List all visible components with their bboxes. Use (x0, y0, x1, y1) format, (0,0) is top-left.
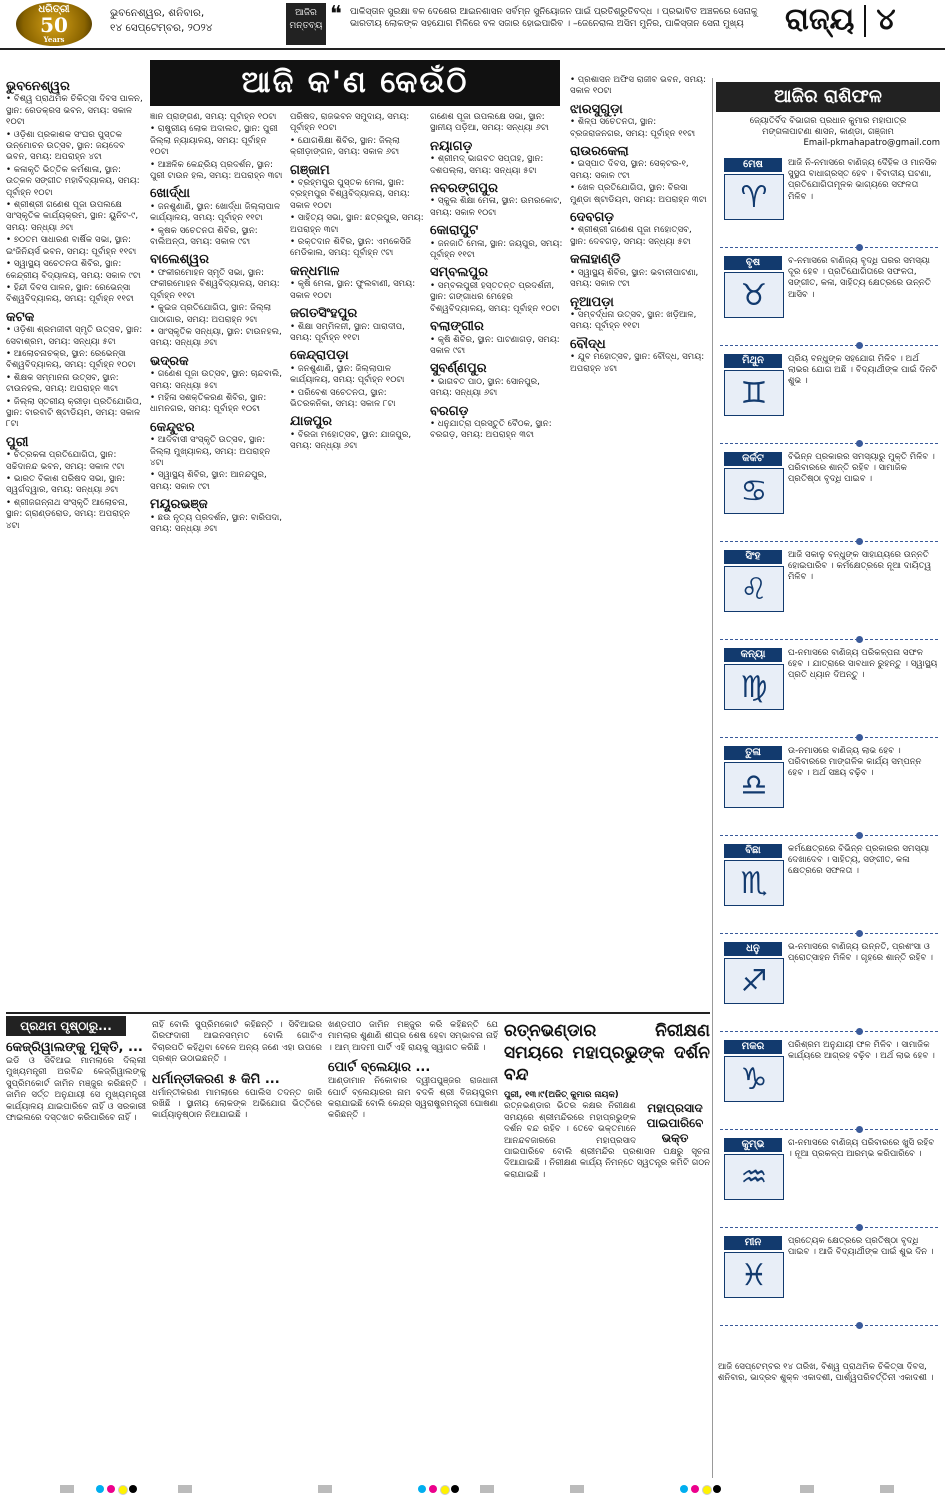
city-heading: ବରଗଡ଼ (430, 403, 469, 419)
rashi-name: କର୍କଟ (724, 452, 782, 466)
article-headline: କେଜ୍ରିୱାଲଙ୍କୁ ମୁକ୍ତି, ... (6, 1040, 143, 1055)
logo-number: 50 (40, 13, 68, 37)
rashi-1 (718, 158, 942, 242)
city-heading: ଜଗତସିଂହପୁର (290, 306, 358, 322)
column-divider (712, 78, 713, 1478)
event-item: • ଆଞ୍ଚଳିକ କେନ୍ଦ୍ରିୟ ପ୍ରଦର୍ଶନ, ସ୍ଥାନ: ପୁରୀ ଟାଉନ ହଲ, ସମୟ: ଅପରାହ୍ନ ୩ଟା (150, 159, 283, 182)
zodiac-icon: ♒ (724, 1154, 784, 1200)
event-item: • ଶ୍ରୀଶ୍ରୀ ଗଣେଶ ପୂଜା ମହୋତ୍ସବ, ସ୍ଥାନ: ଦେବଗଡ଼, ସମୟ: ସନ୍ଧ୍ୟା ୫ଟା (570, 225, 692, 247)
event-item: • ବିରଜା ମହୋତ୍ସବ, ସ୍ଥାନ: ଯାଜପୁର, ସମୟ: ସନ୍ଧ୍ୟା ୬ଟା (290, 429, 412, 452)
events-column-3 (290, 112, 424, 1012)
event-item: • ଶିଳ୍ପ ସଚେତନତା, ସ୍ଥାନ: ବ୍ରଜରାଜନଗର, ସମୟ: ପୂର୍ବାହ୍ନ ୧୧ଟା (570, 117, 696, 139)
city-heading: କେନ୍ଦ୍ରାପଡ଼ା (290, 348, 349, 364)
article-sidehead: ମହାପ୍ରସାଦ ପାଇପାରିବେ ଭକ୍ତ (646, 1101, 704, 1146)
registration-mark (429, 1485, 437, 1493)
event-item: • କୁଇଜ ପ୍ରତିଯୋଗିତା, ସ୍ଥାନ: ଜିଲ୍ଲା ପାଠାଗାର, ସମୟ: ଅପରାହ୍ନ ୨ଟା (150, 303, 272, 325)
rashi-2 (718, 256, 942, 340)
event-item: • ରାଷ୍ଟ୍ରୀୟ ଲୋକ ଅଦାଲତ, ସ୍ଥାନ: ପୁରୀ ଜିଲ୍ଲା ନ୍ୟାୟାଳୟ, ସମୟ: ପୂର୍ବାହ୍ନ ୧୦ଟା (150, 124, 278, 158)
zodiac-icon: ♐ (724, 958, 784, 1004)
registration-mark (702, 1485, 712, 1495)
registration-mark (713, 1485, 721, 1493)
city-heading: ସମ୍ବଲପୁର (430, 265, 488, 281)
event-item: • ମହିଳା ସଶକ୍ତିକରଣ ଶିବିର, ସ୍ଥାନ: ଧାମନଗର, ସମୟ: ପୂର୍ବାହ୍ନ ୧୦ଟା (150, 392, 267, 415)
quote-text: ପାକିସ୍ତାନ ସୁରକ୍ଷା ବଳ ଦେଶେର ଆଇନଶାସନ ସର୍ବମ୍ନ ସୁନିୟୋଜନ ପାଇଁ ପ୍ରତିଶ୍ରୁତିବଦ୍ଧ । ପ୍ରଭାବିତ ଅଞ୍ଚଳରେ ସେନାକୁ ଭାରତୀୟ ଲୋକଙ୍କ ସହଯୋଗ ମିଳିରେ ବଳ ସଜାର ହୋଇପାରିବ । –ଜେନେରାଲ ଅସିମ ମୁନିର, ପାକିସ୍ତାନ ସେନା ମୁଖ୍ୟ (350, 7, 758, 29)
event-item: • କୃଷି ଶିବିର, ସ୍ଥାନ: ପାଟଣାଗଡ଼, ସମୟ: ସକାଳ ୯ଟା (430, 334, 560, 356)
event-item: • ଯୁବ ମହୋତ୍ସବ, ସ୍ଥାନ: ବୌଦ୍ଧ, ସମୟ: ଅପରାହ୍ନ ୪ଟା (570, 352, 705, 374)
city-heading: ପୁରୀ (6, 434, 29, 450)
quote-mark-icon: ❝ (330, 2, 342, 27)
event-item: • ପରିବେଶ ସଚେତନତା, ସ୍ଥାନ: ଭିତରକନିକା, ସମୟ: ସକାଳ ୮ଟା (290, 387, 396, 409)
city-heading: ସୁବର୍ଣ୍ଣପୁର (430, 361, 487, 377)
rashi-divider (720, 1322, 938, 1328)
event-item: • ବିଶ୍ୱ ପ୍ରାଥମିକ ଚିକିତ୍ସା ଦିବସ ପାଳନ, ସ୍ଥାନ: ରେଡକ୍ରସ ଭବନ, ସମୟ: ସକାଳ ୧୦ଟା (6, 94, 143, 128)
event-item: • ଚିତ୍ରକଳା ପ୍ରତିଯୋଗିତା, ସ୍ଥାନ: ସଚ୍ଚିଦାନନ୍ଦ ଭବନ, ସମୟ: ସକାଳ ୯ଟା (6, 450, 125, 472)
astrologer-info (716, 116, 940, 149)
zodiac-icon: ♋ (724, 468, 784, 514)
rashi-text: ଭ-ନମାସରେ ବାଣିଜ୍ୟ ଉନ୍ନତି, ପ୍ରଶଂସା ଓ ପ୍ରୋତ୍ସାହନ ମିଳିବ । ଗୃହରେ ଶାନ୍ତି ରହିବ । (788, 942, 934, 964)
event-item: • ଖେଳ ପ୍ରତିଯୋଗିତା, ସ୍ଥାନ: ବିରସା ମୁଣ୍ଡା ଷ୍ଟାଡିୟମ, ସମୟ: ଅପରାହ୍ନ ୩ଟା (570, 183, 707, 205)
section-divider (864, 5, 866, 37)
article-port-blair (328, 1020, 498, 1470)
event-item: • ଓଡ଼ିଶା ଶ୍ରମଜୀବୀ ସ୍ମୃତି ଉତ୍ସବ, ସ୍ଥାନ: ସେବାଶ୍ରମ, ସମୟ: ସନ୍ଧ୍ୟା ୫ଟା (6, 325, 143, 347)
rashi-divider (720, 636, 938, 642)
dateline-date: ୧୪ ସେପ୍ଟେମ୍ବର, ୨୦୨୪ (110, 22, 213, 34)
event-item: • ଜିଲ୍ଲା ସ୍ତରୀୟ କ୍ରୀଡ଼ା ପ୍ରତିଯୋଗିତା, ସ୍ଥାନ: ବାରବାଟି ଷ୍ଟାଡିୟମ, ସମୟ: ସକାଳ ୮ଟା (6, 396, 142, 430)
rashi-5 (718, 550, 942, 634)
city-heading: ବଲାଙ୍ଗୀର (430, 319, 484, 335)
gray-bar-mark (60, 1485, 74, 1493)
city-heading: ଦେବଗଡ଼ (570, 210, 614, 226)
registration-mark (440, 1485, 450, 1495)
article-body: ଧର୍ମାନ୍ତୀକରଣ ମାମଲାରେ ପୋଲିସ ତଦନ୍ତ ଜାରି ରଖିଛି । ସ୍ଥାନୀୟ ଲୋକଙ୍କ ଅଭିଯୋଗ ଭିତ୍ତିରେ କାର୍ଯ୍ୟାନୁଷ୍ଠାନ ନିଆଯାଇଛି । (152, 1087, 322, 1121)
city-heading: ଭଦ୍ରକ (150, 353, 189, 369)
zodiac-icon: ♍ (724, 664, 784, 710)
city-heading: ନବରଙ୍ଗପୁର (430, 181, 499, 197)
city-heading: ନୂଆପଡ଼ା (570, 294, 614, 310)
event-item: • ଜନଶୁଣାଣି, ସ୍ଥାନ: ଜିଲ୍ଲାପାଳ କାର୍ଯ୍ୟାଳୟ, ସମୟ: ପୂର୍ବାହ୍ନ ୧୦ଟା (290, 363, 405, 386)
events-column-1 (6, 75, 144, 1010)
rashi-divider (720, 1224, 938, 1230)
event-item: • ଶ୍ରୀଶ୍ରୀ ଗଣେଶ ପୂଜା ଉପଲକ୍ଷେ ସାଂସ୍କୃତିକ କାର୍ଯ୍ୟକ୍ରମ, ସ୍ଥାନ: ୟୁନିଟ-୯, ସମୟ: ସନ୍ଧ୍ୟା ୬ଟା (6, 200, 139, 233)
rashi-7 (718, 746, 942, 830)
rashi-name: ସିଂହ (724, 550, 782, 564)
rashi-text: ଆଜି ସକାଳୁ ବନ୍ଧୁଙ୍କ ସାହାଯ୍ୟରେ ଉନ୍ନତି ହୋଇପାରିବ । କର୍ମକ୍ଷେତ୍ରରେ ନୂଆ ଦାୟିତ୍ୱ ମିଳିବ । (788, 550, 932, 583)
event-item: • ଭାଗବତ ପାଠ, ସ୍ଥାନ: ସୋନପୁର, ସମୟ: ସନ୍ଧ୍ୟା ୬ଟା (430, 376, 540, 399)
rashi-name: କନ୍ୟା (724, 648, 782, 662)
event-item: • ଭାରତ ବିକାଶ ପରିଷଦ ସଭା, ସ୍ଥାନ: ସ୍ୱର୍ଗଦ୍ୱାର, ସମୟ: ସନ୍ଧ୍ୟା ୬ଟା (6, 474, 126, 496)
article-headline: ଧର୍ମାନ୍ତୀକରଣ ୫ କିମି ... (152, 1071, 280, 1087)
city-heading: ବାଲେଶ୍ୱର (150, 252, 209, 268)
article-body: ନାହିଁ ବୋଲି ସୁପ୍ରିମକୋର୍ଟ କହିଛନ୍ତି । ସିବିଆଇର ଗିରଫଦାରୀ ଆଇନସମ୍ମତ ବୋଲି ଗୋଟିଏ ବିଚାରପତି କହିଥିବା ବେଳେ ଅନ୍ୟ ଜଣେ ଏହା ଉପରେ ପ୍ରଶ୍ନ ଉଠାଇଛନ୍ତି । (152, 1020, 322, 1065)
rashi-12 (718, 1236, 942, 1320)
zodiac-icon: ♌ (724, 566, 784, 612)
city-heading: କେନ୍ଦୁଝର (150, 419, 195, 435)
dateline (110, 6, 270, 36)
rashi-name: ଧନୁ (724, 942, 782, 956)
city-heading: କଳାହାଣ୍ଡି (570, 252, 621, 268)
event-item: • ଶିକ୍ଷା ସମ୍ମିଳନୀ, ସ୍ଥାନ: ପାରାଦୀପ, ସମୟ: ପୂର୍ବାହ୍ନ ୧୧ଟା (290, 321, 405, 343)
rashi-divider (720, 1028, 938, 1034)
zodiac-icon: ♉ (724, 272, 784, 318)
article-headline: ପୋର୍ଟ ବ୍ଲେୟାର ... (328, 1060, 431, 1076)
article-body: ଆଣ୍ଡାମାନ ନିକୋବାର ଦ୍ୱୀପପୁଞ୍ଜର ରାଜଧାନୀ ପୋର୍ଟ ବ୍ଲେୟାରର ନାମ ବଦଳି ଶ୍ରୀ ବିଜୟପୁରମ କରାଯାଇଛି ବୋଲି କେନ୍ଦ୍ର ସ୍ୱରାଷ୍ଟ୍ରମନ୍ତ୍ରୀ ଘୋଷଣା କରିଛନ୍ତି । (328, 1076, 498, 1121)
rashi-text: ବ-ନମାସରେ ବାଣିଜ୍ୟ ବୃଦ୍ଧି ଘରର ସମସ୍ୟା ଦୂର ହେବ । ପ୍ରତିଯୋଗିତାରେ ସଫଳତା, ସଙ୍ଗୀତ, କଳା, ସାହିତ୍ୟ କ୍ଷେତ୍ରରେ ଉନ୍ନତି ଆସିବ । (788, 256, 931, 300)
rashi-divider (720, 244, 938, 250)
event-item: • ସ୍ୱାସ୍ଥ୍ୟ ଶିବିର, ସ୍ଥାନ: ଆନନ୍ଦପୁର, ସମୟ: ସକାଳ ୯ଟା (150, 470, 267, 492)
event-item: • ଧନୁଯାତ୍ରା ପ୍ରସ୍ତୁତି ବୈଠକ, ସ୍ଥାନ: ବରଗଡ଼, ସମୟ: ଅପରାହ୍ନ ୩ଟା (430, 418, 552, 441)
rashi-text: ଘ-ନମାସରେ ବାଣିଜ୍ୟ ପରିକଳ୍ପନା ସଫଳ ହେବ । ଯାତ୍ରାରେ ସାବଧାନ ରୁହନ୍ତୁ । ସ୍ୱାସ୍ଥ୍ୟ ପ୍ରତି ଧ୍ୟାନ ଦିଅନ୍ତୁ । (788, 648, 938, 681)
gray-bar-mark (178, 1485, 192, 1493)
city-heading: କୋରାପୁଟ (430, 223, 479, 239)
rashi-text: ବିଭିନ୍ନ ପ୍ରକାରର ସମସ୍ୟାରୁ ମୁକ୍ତି ମିଳିବ । ପରିବାରରେ ଶାନ୍ତି ରହିବ । ସାମାଜିକ ପ୍ରତିଷ୍ଠା ବୃଦ୍ଧି ପାଇବ । (788, 452, 935, 485)
event-item: • ଆଲୋଚନାଚକ୍ର, ସ୍ଥାନ: ରେଭେନ୍ସା ବିଶ୍ୱବିଦ୍ୟାଳୟ, ସମୟ: ପୂର୍ବାହ୍ନ ୧୦ଟା (6, 348, 136, 371)
city-heading: ଝାରସୁଗୁଡ଼ା (570, 101, 623, 117)
front-page-label: ପ୍ରଥମ ପୃଷ୍ଠାରୁ... (6, 1016, 126, 1036)
article-headline: ରତ୍ନଭଣ୍ଡାର ନିରୀକ୍ଷଣ ସମୟରେ ମହାପ୍ରଭୁଙ୍କ ଦର୍ଶନ ବନ୍ଦ (504, 1021, 710, 1085)
rashi-text: ପ୍ରତ୍ୟେକ କ୍ଷେତ୍ରରେ ପ୍ରତିଷ୍ଠା ବୃଦ୍ଧି ପାଇବ । ଆଜି ବିଦ୍ୟାର୍ଥୀଙ୍କ ପାଇଁ ଶୁଭ ଦିନ । (788, 1236, 934, 1258)
event-item: • କୃଷି ମେଳା, ସ୍ଥାନ: ଫୁଲବାଣୀ, ସମୟ: ସକାଳ ୧୦ଟା (290, 279, 416, 301)
event-item: • ଜନଜାତି ମେଳା, ସ୍ଥାନ: ଜୟପୁର, ସମୟ: ପୂର୍ବାହ୍ନ ୧୧ଟା (430, 238, 563, 261)
rashi-divider (720, 734, 938, 740)
article-kejriwal (6, 1040, 146, 1470)
event-item: • ବ୍ରହ୍ମପୁର ପୁସ୍ତକ ମେଳା, ସ୍ଥାନ: ବ୍ରହ୍ମପୁର ବିଶ୍ୱବିଦ୍ୟାଳୟ, ସମୟ: ସକାଳ ୧୦ଟା (290, 178, 410, 211)
registration-mark (129, 1485, 137, 1493)
rashi-text: ଗ-ନମାସରେ ବାଣିଜ୍ୟ ପରିବାରରେ ଖୁସି ରହିବ । ନୂଆ ପ୍ରକଳ୍ପ ଆରମ୍ଭ କରିପାରିବେ । (788, 1138, 935, 1160)
event-item: • ସାହିତ୍ୟ ସଭା, ସ୍ଥାନ: ଛତ୍ରପୁର, ସମୟ: ଅପରାହ୍ନ ୩ଟା (290, 213, 424, 235)
city-heading: କଟକ (6, 309, 35, 325)
registration-mark (680, 1485, 688, 1493)
zodiac-icon: ♏ (724, 860, 784, 906)
event-item: • ଆଦିବାସୀ ସଂସ୍କୃତି ଉତ୍ସବ, ସ୍ଥାନ: ଜିଲ୍ଲା ମୁଖ୍ୟାଳୟ, ସମୟ: ଅପରାହ୍ନ ୪ଟା (150, 435, 271, 468)
event-item: • ସମ୍ବଲପୁରୀ ହସ୍ତତନ୍ତ ପ୍ରଦର୍ଶନୀ, ସ୍ଥାନ: ଗଙ୍ଗାଧର ମେହେର ବିଶ୍ୱବିଦ୍ୟାଳୟ, ସମୟ: ପୂର୍ବାହ୍ନ ୧୦ଟା (430, 280, 560, 314)
rashi-text: ଉ-ନମାସରେ ବାଣିଜ୍ୟ ଲାଭ ହେବ । ପରିବାରରେ ମାଙ୍ଗଳିକ କାର୍ଯ୍ୟ ସମ୍ପନ୍ନ ହେବ । ଅର୍ଥ ସଞ୍ଚୟ ବଢ଼ିବ । (788, 746, 922, 779)
print-marks (0, 1482, 945, 1497)
event-item: • କଳାକୃତି ଭିତ୍ତିକ କର୍ମଶାଳା, ସ୍ଥାନ: ଉତ୍କଳ ସଙ୍ଗୀତ ମହାବିଦ୍ୟାଳୟ, ସମୟ: ପୂର୍ବାହ୍ନ ୧୦ଟା (6, 164, 140, 198)
dateline-place: ଭୁବନେଶ୍ୱର, ଶନିବାର, (110, 7, 205, 19)
registration-mark (451, 1485, 459, 1493)
rashi-10 (718, 1040, 942, 1124)
city-heading: ବୌଦ୍ଧ (570, 336, 606, 352)
rashi-4 (718, 452, 942, 536)
gray-bar-mark (800, 1485, 814, 1493)
astrologer-email: Email-pkmahapatro@gmail.com (803, 138, 940, 148)
newspaper-logo (16, 2, 92, 46)
events-column-2 (150, 112, 284, 1012)
event-item: • ହିନ୍ଦୀ ଦିବସ ପାଳନ, ସ୍ଥାନ: ରେଭେନ୍ସା ବିଶ୍ୱବିଦ୍ୟାଳୟ, ସମୟ: ପୂର୍ବାହ୍ନ ୧୧ଟା (6, 282, 134, 305)
rashi-11 (718, 1138, 942, 1222)
event-item: • ଛଉ ନୃତ୍ୟ ପ୍ରଦର୍ଶନ, ସ୍ଥାନ: ବାରିପଦା, ସମୟ: ସନ୍ଧ୍ୟା ୬ଟା (150, 512, 282, 534)
rashi-name: ମେଷ (724, 158, 782, 172)
rashi-text: କର୍ମକ୍ଷେତ୍ରରେ ବିଭିନ୍ନ ପ୍ରକାରର ସମସ୍ୟା ଦେଖାଦେବ । ସାହିତ୍ୟ, ସଙ୍ଗୀତ, କଳା କ୍ଷେତ୍ରରେ ସଫଳତା । (788, 844, 930, 877)
rashi-divider (720, 1126, 938, 1132)
rashi-8 (718, 844, 942, 928)
city-heading: ରାଉରକେଲା (570, 144, 629, 160)
zodiac-icon: ♈ (724, 174, 784, 220)
rashi-divider (720, 538, 938, 544)
rashi-text: ଆଜି ନି-ନମାସରେ ବାଣିଜ୍ୟ ଦୈହିକ ଓ ମାନସିକ ସୁସ୍ଥତା ବାଧାଗ୍ରସ୍ତ ହେବ । ବିବାଦୀୟ ଘଟଣା, ପ୍ରତିଯୋଗିତାମୂଳକ ଭାଗ୍ୟରେ ସଫଳତା ମିଳିବ । (788, 158, 937, 202)
rashi-name: ବୃଷ (724, 256, 782, 270)
rashi-3 (718, 354, 942, 438)
article-body: ଇଡି ଓ ସିବିଆଇ ମାମଲାରେ ଦିଲ୍ଲୀ ମୁଖ୍ୟମନ୍ତ୍ରୀ ଅରବିନ୍ଦ କେଜ୍ରିୱାଲଙ୍କୁ ସୁପ୍ରିମକୋର୍ଟ ଜାମିନ ମଞ୍ଜୁର କରିଛନ୍ତି । ଜାମିନ ସର୍ତ୍ତ ଅନୁଯାୟୀ ସେ ମୁଖ୍ୟମନ୍ତ୍ରୀ କାର୍ଯ୍ୟାଳୟ ଯାଇପାରିବେ ନାହିଁ ଓ ସରକାରୀ ଫାଇଲରେ ଦସ୍ତଖତ କରିପାରିବେ ନାହିଁ । (6, 1056, 146, 1124)
city-heading: ଯାଜପୁର (290, 414, 333, 430)
event-item: • ସ୍ୱାସ୍ଥ୍ୟ ସଚେତନତା ଶିବିର, ସ୍ଥାନ: କେନ୍ଦ୍ରୀୟ ବିଦ୍ୟାଳୟ, ସମୟ: ସକାଳ ୯ଟା (6, 259, 141, 281)
event-item: ଜ୍ଞାନ ପ୍ରାଙ୍ଗଣ, ସମୟ: ପୂର୍ବାହ୍ନ ୧୦ଟା (150, 112, 277, 122)
events-column-4 (430, 112, 564, 1012)
rashi-name: ମୀନ (724, 1236, 782, 1250)
registration-mark (691, 1485, 699, 1493)
rashi-divider (720, 832, 938, 838)
section-name: ରାଜ୍ୟ (785, 2, 855, 37)
events-banner: ଆଜି କ'ଣ କେଉଁଠି (150, 60, 560, 106)
rashi-divider (720, 440, 938, 446)
zodiac-icon: ♎ (724, 762, 784, 808)
rashi-6 (718, 648, 942, 732)
event-item: • ଯୋଗଶିକ୍ଷା ଶିବିର, ସ୍ଥାନ: ଜିଲ୍ଲା କ୍ରୀଡ଼ାଙ୍ଗନ, ସମୟ: ସକାଳ ୬ଟା (290, 135, 400, 158)
rashi-name: କୁମ୍ଭ (724, 1138, 782, 1152)
page-number: ୪ (876, 2, 896, 37)
masthead (0, 0, 945, 50)
event-item: • ସ୍ୱାସ୍ଥ୍ୟ ଶିବିର, ସ୍ଥାନ: ଭବାନୀପାଟଣା, ସମୟ: ସକାଳ ୯ଟା (570, 267, 699, 290)
event-item: • କୃଷକ ସଚେତନତା ଶିବିର, ସ୍ଥାନ: ବାଲିଅନ୍ତା, ସମୟ: ସକାଳ ୯ଟା (150, 225, 258, 248)
city-heading: କନ୍ଧମାଳ (290, 263, 340, 279)
gray-bar-mark (480, 1485, 494, 1493)
city-heading: ଭୁବନେଶ୍ୱର (6, 79, 70, 94)
rashi-9 (718, 942, 942, 1026)
astrologer-address: ମଙ୍ଗଳାପାଟଣା ଶାସନ, କାଣ୍ଡା, ଗଞ୍ଜାମ (762, 127, 894, 137)
event-item: • ଶ୍ରୀଜଗନ୍ନାଥ ସଂସ୍କୃତି ଆଲୋଚନା, ସ୍ଥାନ: ଗ୍ରାଣ୍ଡରୋଡ, ସମୟ: ଅପରାହ୍ନ ୪ଟା (6, 497, 130, 531)
registration-mark (118, 1485, 128, 1495)
section-divider-line (6, 1012, 710, 1014)
panjika-text: ଆଜି ସେପ୍ଟେମ୍ବର ୧୪ ତାରିଖ, ବିଶ୍ୱ ପ୍ରାଥମିକ ଚିକିତ୍ସା ଦିବସ, ଶନିବାର, ଭାଦ୍ରବ ଶୁକ୍ଳ ଏକାଦଶୀ, ପାର୍ଶ୍ୱପରିବର୍ତ୍ତିନୀ ଏକାଦଶୀ । (718, 1362, 934, 1384)
event-item: • ଶିକ୍ଷକ ସମ୍ମାନନା ଉତ୍ସବ, ସ୍ଥାନ: ଟାଉନହଲ, ସମୟ: ଅପରାହ୍ନ ୩ଟା (6, 372, 119, 395)
events-column-5 (570, 75, 710, 1010)
rashi-divider (720, 930, 938, 936)
event-item: • ରକ୍ତଦାନ ଶିବିର, ସ୍ଥାନ: ଏମକେସିଜି ମେଡିକାଲ, ସମୟ: ପୂର୍ବାହ୍ନ ୯ଟା (290, 237, 412, 259)
gray-bar-mark (570, 1485, 584, 1493)
event-item: • ଓଡ଼ିଶା ପ୍ରକାଶକ ସଂଘର ପୁସ୍ତକ ଉନ୍ମୋଚନ ଉତ୍ସବ, ସ୍ଥାନ: ଜୟଦେବ ଭବନ, ସମୟ: ଅପରାହ୍ନ ୪ଟା (6, 129, 125, 163)
city-heading: ନୟାଗଡ଼ (430, 138, 473, 154)
event-item: • ସାଂସ୍କୃତିକ ସନ୍ଧ୍ୟା, ସ୍ଥାନ: ଟାଉନହଲ, ସମୟ: ସନ୍ଧ୍ୟା ୬ଟା (150, 326, 282, 349)
article-body: ଖଣ୍ଡପୀଠ ଜାମିନ ମଞ୍ଜୁର କରି କହିଛନ୍ତି ଯେ ମାମଲାର ଶୁଣାଣି ଶୀଘ୍ର ଶେଷ ହେବା ସମ୍ଭାବନା ନାହିଁ । ଆମ୍ ଆଦମୀ ପାର୍ଟି ଏହି ରାୟକୁ ସ୍ୱାଗତ କରିଛି । (328, 1020, 498, 1053)
event-item: • ୭୦ତମ ସାଧାରଣ ବାର୍ଷିକ ସଭା, ସ୍ଥାନ: ଇଂଜିନିୟର୍ସ ଭବନ, ସମୟ: ପୂର୍ବାହ୍ନ ୧୧ଟା (6, 235, 137, 257)
article-body: ରତ୍ନଭଣ୍ଡାର ଭିତର କକ୍ଷର ନିରୀକ୍ଷଣ ସମୟରେ ଶ୍ରୀମନ୍ଦିରରେ ମହାପ୍ରଭୁଙ୍କ ଦର୍ଶନ ବନ୍ଦ ରହିବ । ତେବେ ଭକ୍ତମାନେ ଆନନ୍ଦବଜାରରେ ମହାପ୍ରସାଦ ପାଇପାରିବେ ବୋଲି ଶ୍ରୀମନ୍ଦିର ପ୍ରଶାସନ ପକ୍ଷରୁ ସୂଚନା ଦିଆଯାଇଛି । ନିରୀକ୍ଷଣ କାର୍ଯ୍ୟ ନିମନ୍ତେ ସ୍ୱତନ୍ତ୍ର କମିଟି ଗଠନ କରାଯାଇଛି । (504, 1101, 710, 1180)
rashi-divider (720, 342, 938, 348)
event-item: • ଫକୀରମୋହନ ସ୍ମୃତି ସଭା, ସ୍ଥାନ: ଫକୀରମୋହନ ବିଶ୍ୱବିଦ୍ୟାଳୟ, ସମୟ: ପୂର୍ବାହ୍ନ ୧୧ଟା (150, 267, 280, 301)
zodiac-icon: ♓ (724, 1252, 784, 1298)
rashi-name: ବିଛା (724, 844, 782, 858)
quote-label (286, 3, 326, 45)
event-item: • ଇସ୍ପାତ ଦିବସ, ସ୍ଥାନ: ସେକ୍ଟର-୧, ସମୟ: ସକାଳ ୯ଟା (570, 159, 689, 181)
logo-name: ଧରିତ୍ରୀ (38, 4, 70, 15)
section-header (785, 2, 935, 37)
registration-mark (107, 1485, 115, 1493)
quote-label-line1: ଆଜିର (295, 8, 317, 18)
rashi-name: ମିଥୁନ (724, 354, 782, 368)
event-item: ପରିଷଦ, ରାଜଭବନ ସମୁଦାୟ, ସମୟ: ପୂର୍ବାହ୍ନ ୧୦ଟା (290, 112, 410, 134)
event-item: • ପ୍ରଶାସନ ଅଫିସ ରାଜୀବ ଭବନ, ସମୟ: ସକାଳ ୧୦ଟା (570, 75, 706, 97)
city-heading: ଗଞ୍ଜାମ (290, 162, 330, 178)
event-item: • ଜନଶୁଣାଣି, ସ୍ଥାନ: ଖୋର୍ଦ୍ଧା ଜିଲ୍ଲାପାଳ କାର୍ଯ୍ୟାଳୟ, ସମୟ: ପୂର୍ବାହ୍ନ ୧୧ଟା (150, 201, 281, 224)
astrologer-name: ଜ୍ୟୋତିର୍ବିଦ ବିଭାଗର ପ୍ରଧାନ କୁମାର ମହାପାତ୍ର (749, 116, 907, 126)
zodiac-icon: ♑ (724, 1056, 784, 1102)
rashi-text: ପରିଶ୍ରମ ଅନୁଯାୟୀ ଫଳ ମିଳିବ । ସାମାଜିକ କାର୍ଯ୍ୟରେ ଆଗ୍ରହ ବଢ଼ିବ । ଅର୍ଥ ଲାଭ ହେବ । (788, 1040, 935, 1062)
rashiphala-title: ଆଜିର ରାଶିଫଳ (716, 82, 940, 112)
event-item: • ସମ୍ବର୍ଦ୍ଧନା ଉତ୍ସବ, ସ୍ଥାନ: ଖଡ଼ିଆଳ, ସମୟ: ପୂର୍ବାହ୍ନ ୧୧ଟା (570, 309, 697, 332)
city-heading: ମୟୂରଭଞ୍ଜ (150, 497, 208, 513)
zodiac-icon: ♊ (724, 370, 784, 416)
gray-bar-mark (318, 1485, 332, 1493)
rashi-text: ପ୍ରିୟ ବନ୍ଧୁଙ୍କ ସହଯୋଗ ମିଳିବ । ଅର୍ଥ ଲାଭର ଯୋଗ ଅଛି । ବିଦ୍ୟାର୍ଥୀଙ୍କ ପାଇଁ ଦିନଟି ଶୁଭ । (788, 354, 938, 387)
quote-label-line2: ମନ୍ତବ୍ୟ (289, 21, 323, 31)
event-item: • ସ୍କୁଲ ଶିକ୍ଷା ମେଳା, ସ୍ଥାନ: ଉମରକୋଟ, ସମୟ: ସକାଳ ୧୦ଟା (430, 196, 562, 218)
registration-mark (418, 1485, 426, 1493)
rashi-name: ମକର (724, 1040, 782, 1054)
rashi-name: ତୁଳା (724, 746, 782, 760)
event-item: • ଶ୍ରୀମଦ୍ ଭାଗବତ ସପ୍ତାହ, ସ୍ଥାନ: ଦଶପଲ୍ଲା, ସମୟ: ସନ୍ଧ୍ୟା ୫ଟା (430, 154, 544, 176)
article-dateline: ପୁରୀ, ୧୩।୯(ଅଜିତ୍ କୁମାର ନାୟକ) (504, 1090, 619, 1100)
event-item: • ଗଣେଶ ପୂଜା ଉତ୍ସବ, ସ୍ଥାନ: ଚାନ୍ଦବାଲି, ସମୟ: ସନ୍ଧ୍ୟା ୫ଟା (150, 369, 282, 391)
event-item: ଗଣେଶ ପୂଜା ଉପଲକ୍ଷେ ସଭା, ସ୍ଥାନ: ସ୍ଥାନୀୟ ପଡ଼ିଆ, ସମୟ: ସନ୍ଧ୍ୟା ୬ଟା (430, 112, 549, 134)
gray-bar-mark (880, 1485, 894, 1493)
article-ratna-bhandar (504, 1020, 710, 1470)
registration-mark (96, 1485, 104, 1493)
logo-years: Years (43, 35, 65, 44)
city-heading: ଖୋର୍ଦ୍ଧା (150, 186, 190, 202)
article-conversion (152, 1020, 322, 1470)
